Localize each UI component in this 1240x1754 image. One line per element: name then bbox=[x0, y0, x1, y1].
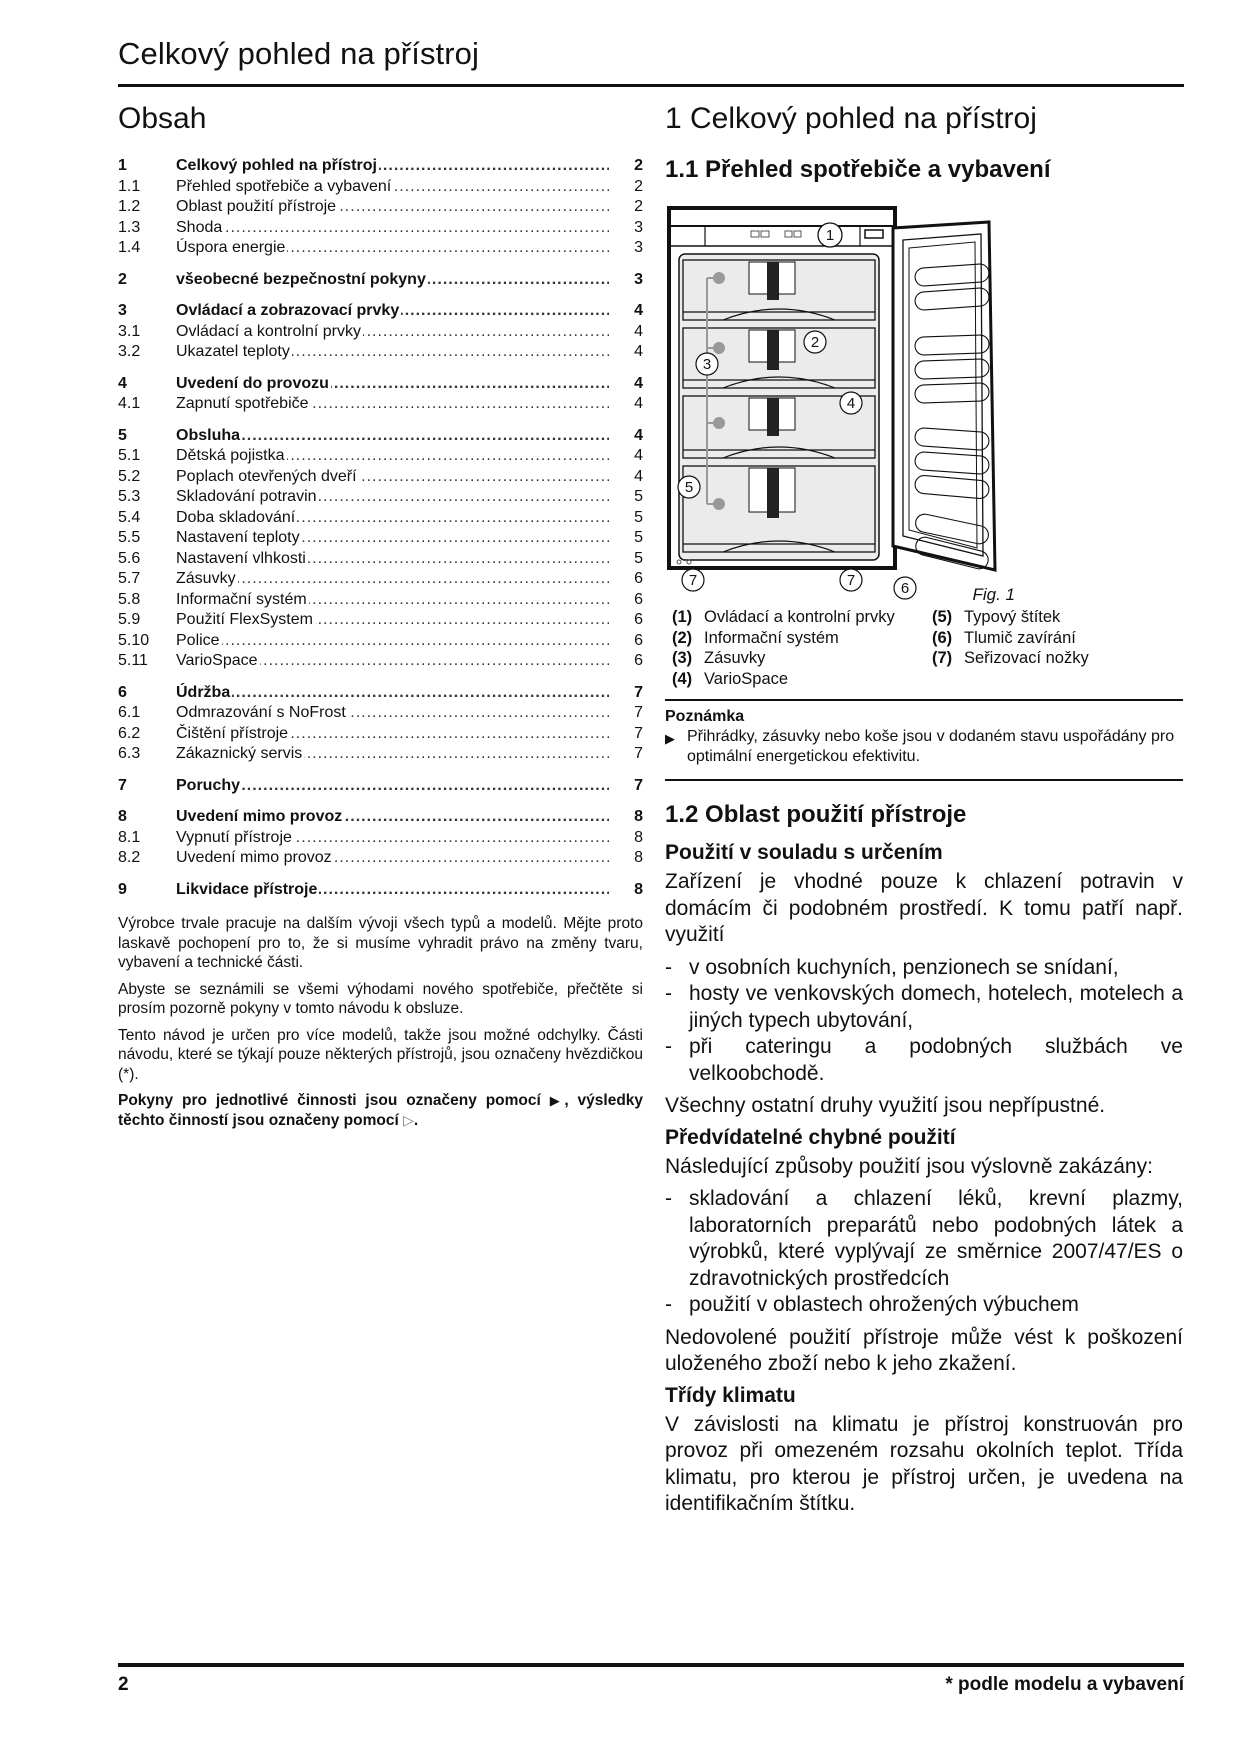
toc-entry-title-wrap bbox=[176, 610, 609, 631]
toc-entry-title-wrap bbox=[176, 651, 609, 672]
toc-entry-title-wrap bbox=[176, 508, 609, 529]
toc-entry[interactable] bbox=[118, 590, 643, 611]
list-item: - v osobních kuchyních, penzionech se snídaní, bbox=[665, 955, 1119, 979]
toc-entry[interactable] bbox=[118, 880, 643, 901]
toc-entry-page: 4 bbox=[634, 322, 643, 340]
footer-divider bbox=[118, 1663, 1184, 1667]
toc-entry-page: 6 bbox=[634, 652, 643, 669]
toc-entry-page: 4 bbox=[634, 447, 643, 464]
toc-entry-number: 5.6 bbox=[118, 549, 141, 567]
footer-note: * podle modelu a vybavení bbox=[945, 1674, 1184, 1695]
misuse-heading: Předvídatelné chybné použití bbox=[665, 1125, 956, 1149]
toc-entry[interactable] bbox=[118, 724, 643, 745]
section-1-1-title: 1.1 Přehled spotřebiče a vybavení bbox=[665, 156, 1051, 183]
result-arrow-icon: ▷ bbox=[403, 1111, 414, 1128]
toc-entry[interactable] bbox=[118, 631, 643, 652]
toc-entry-page: 2 bbox=[634, 157, 643, 174]
callout-1-icon bbox=[818, 223, 842, 247]
toc-entry-title-wrap bbox=[176, 724, 609, 745]
toc-entry-page: 3 bbox=[634, 270, 643, 288]
toc-entry-page: 7 bbox=[634, 724, 643, 742]
toc-entry-title-wrap bbox=[176, 703, 609, 724]
legend-label: Seřizovací nožky bbox=[964, 649, 1089, 667]
toc-entry-number: 3 bbox=[118, 302, 127, 319]
toc-entry-title: Likvidace přístroje bbox=[176, 880, 318, 898]
toc-entry-title-wrap bbox=[176, 270, 609, 291]
toc-entry[interactable] bbox=[118, 848, 643, 869]
legend-key: (3) bbox=[672, 649, 693, 667]
toc-entry-number: 5 bbox=[118, 426, 127, 444]
toc-entry-title: Uvedení do provozu bbox=[176, 374, 329, 392]
toc-entry[interactable] bbox=[118, 508, 643, 529]
toc-entry-number: 1.1 bbox=[118, 177, 141, 195]
legend-label: Ovládací a kontrolní prvky bbox=[704, 608, 895, 626]
legend-label: Typový štítek bbox=[964, 608, 1061, 626]
legend-item bbox=[932, 648, 1172, 669]
callout-4-icon bbox=[840, 392, 862, 414]
toc-entry-page: 7 bbox=[634, 683, 643, 701]
list-item: - při cateringu a podobných službách ve velkoobchodě. bbox=[665, 1035, 1183, 1085]
toc-entry-page: 8 bbox=[634, 849, 643, 866]
svg-text:6: 6 bbox=[900, 580, 910, 597]
toc-entry-title: Ovládací a kontrolní prvky bbox=[176, 322, 361, 340]
toc-entry-title-wrap bbox=[176, 197, 609, 218]
toc-entry-title-wrap bbox=[176, 744, 609, 765]
toc-group bbox=[118, 683, 643, 765]
toc-group bbox=[118, 880, 643, 901]
toc-entry-title: Obsluha bbox=[176, 426, 241, 444]
page-number: 2 bbox=[118, 1674, 129, 1695]
toc-entry[interactable] bbox=[118, 374, 643, 395]
toc-entry-page: 7 bbox=[634, 704, 643, 721]
toc-entry-page: 6 bbox=[634, 631, 643, 649]
toc-entry-page: 2 bbox=[634, 177, 643, 195]
toc-entry-page: 7 bbox=[634, 745, 643, 762]
toc-entry-number: 5.2 bbox=[118, 467, 141, 485]
toc-entry[interactable] bbox=[118, 218, 643, 239]
toc-entry-title-wrap bbox=[176, 590, 609, 611]
intended-use-after: Všechny ostatní druhy využití jsou nepřípustné. bbox=[665, 1094, 1106, 1117]
toc-entry-title: Vypnutí přístroje bbox=[176, 828, 292, 846]
note-label: Poznámka bbox=[665, 708, 745, 725]
toc-group bbox=[118, 426, 643, 672]
toc-group bbox=[118, 807, 643, 869]
toc-entry-title: Poruchy bbox=[176, 776, 241, 794]
toc-entry-title-wrap bbox=[176, 828, 609, 849]
toc-entry-title-wrap bbox=[176, 156, 609, 177]
callout-7-left-icon bbox=[682, 569, 704, 591]
legend-key: (2) bbox=[672, 628, 693, 647]
toc-entry-number: 8.2 bbox=[118, 849, 141, 866]
legend-item bbox=[672, 648, 932, 669]
svg-text:7: 7 bbox=[846, 572, 856, 589]
list-item: - použití v oblastech ohrožených výbuchem bbox=[665, 1293, 1079, 1316]
toc-entry[interactable] bbox=[118, 301, 643, 322]
toc-entry-title: Oblast použití přístroje bbox=[176, 198, 337, 215]
intended-use-text: Zařízení je vhodné pouze k chlazení potravin v domácím či podobném prostředí. K tomu patří např. využití bbox=[665, 870, 1183, 946]
note-text: Přihrádky, zásuvky nebo koše jsou v dodaném stavu uspořádány pro optimální energetickou efektivitu. bbox=[687, 728, 1175, 765]
appliance-figure bbox=[665, 198, 1135, 603]
intro-paragraph-2: Abyste se seznámili se všemi výhodami nového spotřebiče, přečtěte si prosím pozorně pokyny v tomto návodu k obsluze. bbox=[118, 980, 643, 1017]
intended-use-heading: Použití v souladu s určením bbox=[665, 841, 943, 864]
toc-entry-title-wrap bbox=[176, 446, 609, 467]
toc-entry-page: 5 bbox=[634, 529, 643, 546]
toc-entry-number: 4 bbox=[118, 374, 127, 392]
page-header bbox=[118, 36, 1182, 72]
legend-key: (1) bbox=[672, 608, 693, 626]
legend-item bbox=[672, 607, 932, 628]
toc-entry-page: 8 bbox=[634, 828, 643, 846]
legend-key: (5) bbox=[932, 608, 953, 626]
toc-entry-number: 6 bbox=[118, 683, 127, 701]
toc-entry-page: 3 bbox=[634, 218, 643, 236]
toc-entry-title-wrap bbox=[176, 394, 609, 415]
toc-entry[interactable] bbox=[118, 528, 643, 549]
legend-item bbox=[932, 607, 1172, 628]
toc-entry-page: 4 bbox=[634, 426, 643, 444]
legend-item bbox=[672, 669, 932, 690]
toc-entry-number: 9 bbox=[118, 880, 127, 898]
toc-entry-title: Uvedení mimo provoz bbox=[176, 808, 343, 825]
toc-entry-number: 1.3 bbox=[118, 218, 141, 236]
toc-group bbox=[118, 374, 643, 415]
toc-entry-title-wrap bbox=[176, 487, 609, 508]
toc-entry-title: Nastavení vlhkosti bbox=[176, 549, 306, 567]
section-1-2-title: 1.2 Oblast použití přístroje bbox=[665, 801, 967, 828]
toc-entry-title: Přehled spotřebiče a vybavení bbox=[176, 177, 392, 195]
toc-entry-title: Police bbox=[176, 631, 220, 649]
toc-entry-title: Zákaznický servis bbox=[176, 745, 303, 762]
toc-entry[interactable] bbox=[118, 177, 643, 198]
toc-entry-title: Poplach otevřených dveří bbox=[176, 467, 357, 485]
climate-text: V závislosti na klimatu je přístroj konstruován pro provoz při omezeném rozsahu okolních teplot. Třída klimatu, pro kterou je přístroj určen, je uvedena na identifikačním štítku. bbox=[665, 1412, 1183, 1515]
toc-entry-number: 6.3 bbox=[118, 745, 141, 762]
toc-entry[interactable] bbox=[118, 197, 643, 218]
toc-entry-title-wrap bbox=[176, 528, 609, 549]
legend-key: (4) bbox=[672, 669, 693, 688]
toc-entry-title: Informační systém bbox=[176, 590, 307, 608]
action-arrow-icon: ▶ bbox=[665, 731, 675, 746]
note-divider bbox=[665, 779, 1183, 781]
toc-entry-title: Celkový pohled na přístroj bbox=[176, 157, 377, 174]
toc-group bbox=[118, 156, 643, 259]
toc-entry-title: Shoda bbox=[176, 218, 223, 236]
toc-entry-title: všeobecné bezpečnostní pokyny bbox=[176, 270, 426, 288]
toc-entry-page: 4 bbox=[634, 302, 643, 319]
toc-entry-title-wrap bbox=[176, 776, 609, 797]
toc-entry[interactable] bbox=[118, 270, 643, 291]
toc-entry-title-wrap bbox=[176, 631, 609, 652]
header-divider bbox=[118, 84, 1184, 87]
toc-entry-page: 4 bbox=[634, 395, 643, 412]
legend-item bbox=[932, 628, 1172, 649]
chapter-title: 1 Celkový pohled na přístroj bbox=[665, 102, 1037, 135]
intro-paragraph-3: Tento návod je určen pro více modelů, takže jsou možné odchylky. Části návodu, které se týkají pouze některých přístrojů, jsou označeny hvězdičkou (*). bbox=[118, 1026, 643, 1083]
toc-entry-title-wrap bbox=[176, 683, 609, 704]
toc-entry-title: VarioSpace bbox=[176, 652, 258, 669]
toc-entry[interactable] bbox=[118, 703, 643, 724]
refrigerator-diagram bbox=[665, 198, 1135, 603]
toc-entry-number: 4.1 bbox=[118, 395, 141, 412]
toc-entry-title-wrap bbox=[176, 177, 609, 198]
legend-key: (6) bbox=[932, 628, 953, 647]
toc-entry[interactable] bbox=[118, 342, 643, 363]
toc-entry-page: 6 bbox=[634, 590, 643, 608]
callout-3-icon bbox=[696, 353, 718, 375]
toc-entry[interactable] bbox=[118, 828, 643, 849]
toc-entry-number: 5.9 bbox=[118, 611, 141, 628]
toc-entry-title-wrap bbox=[176, 848, 609, 869]
toc-entry-title: Uvedení mimo provoz bbox=[176, 849, 332, 866]
toc-entry-page: 5 bbox=[634, 508, 643, 526]
toc-group bbox=[118, 301, 643, 363]
toc-entry[interactable] bbox=[118, 744, 643, 765]
toc-entry-title-wrap bbox=[176, 218, 609, 239]
toc-entry-number: 1 bbox=[118, 157, 127, 174]
toc-entry-page: 8 bbox=[634, 808, 643, 825]
toc-entry-number: 5.7 bbox=[118, 570, 141, 587]
note-box bbox=[665, 699, 1183, 766]
action-arrow-icon: ▶ bbox=[549, 1093, 565, 1108]
toc-entry-number: 5.1 bbox=[118, 447, 141, 464]
toc-entry-number: 6.2 bbox=[118, 724, 141, 742]
svg-text:1: 1 bbox=[825, 227, 835, 244]
toc-entry[interactable] bbox=[118, 446, 643, 467]
intro-paragraph-4: Pokyny pro jednotlivé činnosti jsou označeny pomocí ▶, výsledky těchto činností jsou označeny pomocí ▷. bbox=[118, 1092, 644, 1129]
toc-entry[interactable] bbox=[118, 807, 643, 828]
toc-entry-number: 3.2 bbox=[118, 343, 141, 360]
right-column bbox=[665, 102, 1183, 1524]
list-item: - skladování a chlazení léků, krevní plazmy, laboratorních preparátů nebo podobných látek a výrobků, které vyplývají ze směrnice 2007/47/ES o zdravotnických prostředcích bbox=[665, 1187, 1183, 1290]
toc-entry[interactable] bbox=[118, 651, 643, 672]
callout-6-icon bbox=[894, 577, 916, 599]
toc-entry-title: Ukazatel teploty bbox=[176, 343, 290, 360]
svg-text:2: 2 bbox=[810, 334, 820, 351]
toc-group bbox=[118, 776, 643, 797]
toc-entry-title-wrap bbox=[176, 549, 609, 570]
toc-entry[interactable] bbox=[118, 394, 643, 415]
toc-entry[interactable] bbox=[118, 569, 643, 590]
toc-entry[interactable] bbox=[118, 238, 643, 259]
toc-entry-page: 4 bbox=[634, 343, 643, 360]
toc-entry-title: Skladování potravin bbox=[176, 488, 317, 505]
toc-entry-number: 5.11 bbox=[118, 652, 148, 669]
toc-entry-title-wrap bbox=[176, 342, 609, 363]
misuse-list bbox=[665, 1186, 1183, 1319]
toc-entry-title-wrap bbox=[176, 807, 609, 828]
toc-entry-title: Zásuvky bbox=[176, 570, 236, 587]
page-title: Celkový pohled na přístroj bbox=[118, 36, 480, 71]
legend-label: VarioSpace bbox=[704, 669, 789, 688]
toc-entry-title: Ovládací a zobrazovací prvky bbox=[176, 302, 400, 319]
svg-text:5: 5 bbox=[684, 479, 694, 496]
toc-entry-title-wrap bbox=[176, 301, 609, 322]
toc-entry-title-wrap bbox=[176, 374, 609, 395]
callout-5-icon bbox=[678, 476, 700, 498]
toc-entry-number: 1.2 bbox=[118, 198, 141, 215]
misuse-after: Nedovolené použití přístroje může vést k poškození uloženého zboží nebo k jeho zkažení. bbox=[665, 1325, 1183, 1375]
toc-entry-page: 5 bbox=[634, 488, 643, 505]
intro-paragraph-1: Výrobce trvale pracuje na dalším vývoji všech typů a modelů. Mějte proto laskavě pochopení pro to, že si musíme vyhradit právo na změny tvaru, vybavení a technické části. bbox=[118, 915, 643, 971]
toc-entry-title-wrap bbox=[176, 426, 609, 447]
toc-entry-title: Dětská pojistka bbox=[176, 447, 285, 464]
toc-entry-title: Čištění přístroje bbox=[176, 724, 289, 742]
toc-entry-number: 5.5 bbox=[118, 529, 141, 546]
figure-caption: Fig. 1 bbox=[972, 585, 1015, 604]
callout-7-right-icon bbox=[840, 569, 862, 591]
toc-entry-title-wrap bbox=[176, 569, 609, 590]
toc-entry-title-wrap bbox=[176, 322, 609, 343]
toc-entry-page: 4 bbox=[634, 374, 643, 392]
toc-entry-title-wrap bbox=[176, 880, 609, 901]
intended-use-list bbox=[665, 955, 1183, 1088]
note-body bbox=[665, 727, 1183, 766]
toc-entry-page: 3 bbox=[634, 239, 643, 256]
toc-entry-title: Údržba bbox=[176, 683, 231, 701]
toc-entry-number: 5.8 bbox=[118, 590, 141, 608]
toc-entry-page: 5 bbox=[634, 549, 643, 567]
toc-entry-number: 8 bbox=[118, 808, 127, 825]
toc-entry-number: 2 bbox=[118, 270, 127, 288]
toc-group bbox=[118, 270, 643, 291]
toc-entry-title: Úspora energie bbox=[176, 239, 286, 256]
toc-entry-number: 5.4 bbox=[118, 508, 141, 526]
toc-entry-page: 6 bbox=[634, 570, 643, 587]
toc-entry[interactable] bbox=[118, 776, 643, 797]
toc-entry-number: 8.1 bbox=[118, 828, 141, 846]
toc-entry-title: Zapnutí spotřebiče bbox=[176, 395, 309, 412]
svg-text:7: 7 bbox=[688, 572, 698, 589]
toc-entry[interactable] bbox=[118, 683, 643, 704]
toc-entry-page: 2 bbox=[634, 198, 643, 215]
legend-key: (7) bbox=[932, 649, 953, 667]
toc-entry-title: Odmrazování s NoFrost bbox=[176, 704, 346, 721]
table-of-contents bbox=[118, 156, 643, 900]
svg-text:3: 3 bbox=[702, 356, 712, 373]
toc-entry-page: 7 bbox=[634, 776, 643, 794]
toc-entry[interactable] bbox=[118, 549, 643, 570]
legend-label: Tlumič zavírání bbox=[964, 628, 1076, 647]
toc-entry-title-wrap bbox=[176, 467, 609, 488]
misuse-text: Následující způsoby použití jsou výslovně zakázány: bbox=[665, 1154, 1153, 1178]
toc-entry-number: 6.1 bbox=[118, 704, 141, 721]
toc-entry-page: 4 bbox=[634, 467, 643, 485]
legend-label: Informační systém bbox=[704, 628, 839, 647]
climate-heading: Třídy klimatu bbox=[665, 1383, 796, 1407]
toc-entry-number: 3.1 bbox=[118, 322, 141, 340]
intro-text bbox=[118, 914, 643, 1130]
toc-entry-title: Použití FlexSystem bbox=[176, 611, 313, 628]
toc-entry-number: 1.4 bbox=[118, 239, 141, 256]
toc-entry[interactable] bbox=[118, 467, 643, 488]
list-item: - hosty ve venkovských domech, hotelech, motelech a jiných typech ubytování, bbox=[665, 982, 1183, 1032]
legend-item bbox=[672, 628, 932, 649]
toc-entry-title-wrap bbox=[176, 238, 609, 259]
toc-entry-number: 5.10 bbox=[118, 631, 150, 649]
toc-entry[interactable] bbox=[118, 610, 643, 631]
left-column bbox=[118, 102, 643, 1137]
toc-entry[interactable] bbox=[118, 156, 643, 177]
toc-entry-page: 8 bbox=[634, 880, 643, 898]
callout-2-icon bbox=[804, 331, 826, 353]
toc-entry[interactable] bbox=[118, 426, 643, 447]
figure-legend bbox=[672, 607, 1183, 689]
toc-entry-title: Doba skladování bbox=[176, 508, 296, 526]
toc-entry-page: 6 bbox=[634, 611, 643, 628]
toc-entry[interactable] bbox=[118, 487, 643, 508]
toc-entry-title: Nastavení teploty bbox=[176, 529, 300, 546]
toc-entry[interactable] bbox=[118, 322, 643, 343]
svg-text:4: 4 bbox=[846, 395, 856, 412]
toc-entry-number: 7 bbox=[118, 776, 127, 794]
toc-entry-number: 5.3 bbox=[118, 488, 141, 505]
legend-label: Zásuvky bbox=[704, 649, 766, 667]
toc-heading: Obsah bbox=[118, 102, 207, 135]
